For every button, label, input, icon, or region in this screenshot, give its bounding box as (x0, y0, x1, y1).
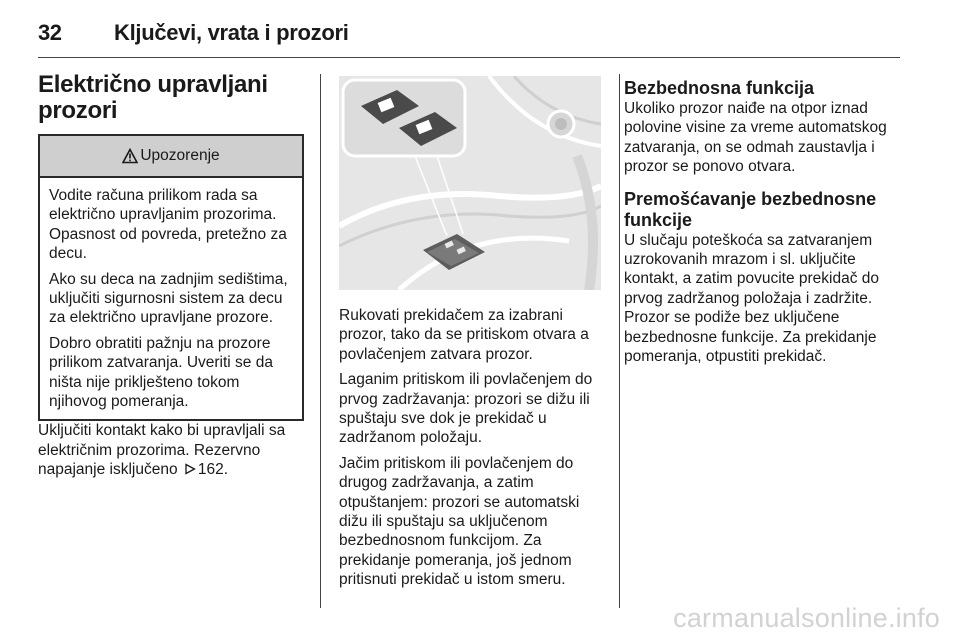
override-title (624, 189, 904, 231)
section-title-line1: Električno upravljani (38, 71, 268, 98)
ignition-note (38, 421, 304, 479)
warning-paragraph: Dobro obratiti pažnju na prozore prilikom zatvaranja. Uveriti se da ništa nije priklješteno tokom njihovog pomeranja. (49, 334, 273, 411)
safety-function-text: Ukoliko prozor naiđe na otpor iznad polovine visine za vreme automatskog zatvaranja, on se odmah zaustavlja i prozor se ponovo otvara. (624, 100, 887, 176)
watermark: carmanualsonline.info (673, 603, 940, 633)
window-switch-illustration (339, 76, 601, 290)
warning-box (38, 134, 304, 421)
override-text: U slučaju poteškoća sa zatvaranjem uzrokovanih mrazom i sl. uključite kontakt, a zatim povucite prekidač do prvog zadržanog položaja i zadržite. Prozor se podiže bez uključene bezbednosne funkcije. Za prekidanje pomeranja, otpustiti prekidač. (624, 231, 880, 366)
middle-column (339, 76, 605, 596)
page-reference[interactable]: 162. (197, 461, 229, 479)
warning-title: Upozorenje (140, 147, 220, 165)
column-divider-left (320, 74, 321, 608)
warning-header (40, 136, 302, 178)
warning-triangle-icon (122, 148, 138, 164)
door-panel-drawing (339, 76, 601, 290)
ignition-note-text: Uključiti kontakt kako bi upravljali sa električnim prozorima. Rezervno napajanje isključeno (38, 422, 286, 479)
warning-body (40, 178, 302, 419)
override-title-line1: Premošćavanje bezbednosne (624, 188, 877, 209)
section-title-line2: prozori (38, 97, 118, 124)
second-detent-instruction: Jačim pritiskom ili povlačenjem do drugog zadržavanja, a zatim otpuštanjem: prozori se automatski dižu ili spuštaju sa uključenom bezbednosnom funkcijom. Za prekidanje pomeranja, još jednom pritisnuti prekidač u istom smeru. (339, 454, 580, 589)
safety-function-title: Bezbednosna funkcija (624, 78, 815, 98)
left-column (38, 72, 304, 486)
override-title-line2: funkcije (624, 209, 693, 230)
warning-paragraph: Vodite računa prilikom rada sa električno upravljanim prozorima. Opasnost od povreda, pretežno za decu. (49, 187, 287, 263)
switch-instruction: Rukovati prekidačem za izabrani prozor, tako da se pritiskom otvara a povlačenjem zatvara prozor. (339, 307, 589, 363)
header-divider (38, 57, 900, 58)
right-column (624, 78, 904, 372)
column-divider-right (619, 74, 620, 608)
section-title (38, 72, 304, 124)
page-number: 32 (38, 20, 62, 45)
first-detent-instruction: Laganim pritiskom ili povlačenjem do prvog zadržavanja: prozori se dižu ili spuštaju sve dok je prekidač u zadržanom položaju. (339, 371, 593, 447)
page-reference-arrow-icon (184, 463, 196, 475)
warning-paragraph: Ako su deca na zadnjim sedištima, uključiti sigurnosni sistem za decu za električno upravljane prozore. (49, 270, 288, 327)
chapter-title: Ključevi, vrata i prozori (114, 20, 349, 45)
